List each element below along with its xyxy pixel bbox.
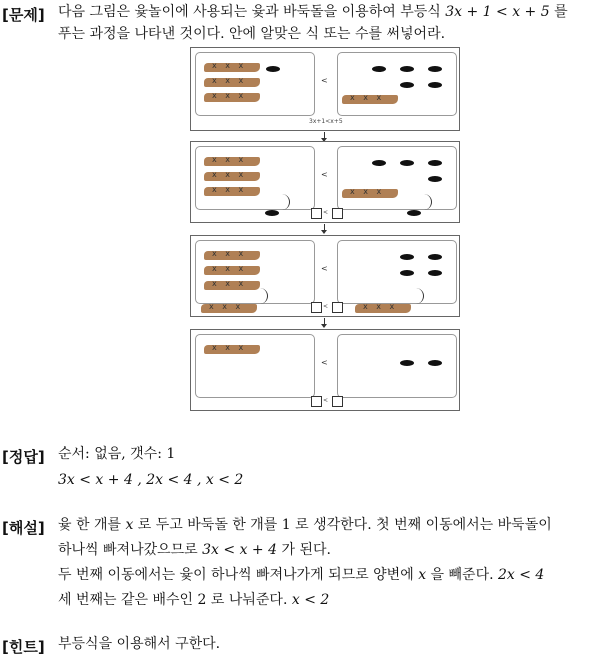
balance-step: [190, 47, 460, 131]
right-pan: [337, 334, 457, 398]
right-pan: [337, 146, 457, 210]
right-pan: [337, 52, 457, 116]
go-stone: [266, 66, 280, 72]
balance-step: [190, 329, 460, 411]
answer-box-left[interactable]: [311, 396, 322, 407]
answer-box-left[interactable]: [311, 208, 322, 219]
less-than-sign: <: [321, 358, 328, 367]
go-stone: [428, 270, 442, 276]
answer-box-right[interactable]: [332, 302, 343, 313]
problem-line-1: 다음 그림은 윷놀이에 사용되는 윷과 바둑돌을 이용하여 부등식 3x + 1 < x + 5 를: [58, 4, 568, 20]
stick-marks: x x x: [212, 155, 247, 164]
yut-stick: [355, 304, 411, 313]
answer-line-1: 순서: 없음, 갯수: 1: [58, 446, 176, 462]
stick-marks: x x x: [212, 185, 247, 194]
answer-less-than: <: [323, 209, 329, 216]
left-pan: [195, 146, 315, 210]
stick-marks: x x x: [212, 76, 247, 85]
less-than-sign: <: [321, 170, 328, 179]
stick-marks: x x x: [212, 264, 247, 273]
stick-marks: x x x: [212, 61, 247, 70]
go-stone: [400, 254, 414, 260]
go-stone: [400, 270, 414, 276]
go-stone: [265, 210, 279, 216]
go-stone: [400, 360, 414, 366]
go-stone: [372, 160, 386, 166]
down-arrow: [324, 224, 325, 232]
yut-stick: [204, 251, 260, 260]
yut-stick: [204, 187, 260, 196]
left-pan: [195, 52, 315, 116]
problem-line-2: 푸는 과정을 나타낸 것이다. 안에 알맞은 식 또는 수를 써넣어라.: [58, 26, 446, 42]
hint-text: 부등식을 이용해서 구한다.: [58, 636, 221, 652]
problem-tag: [문제]: [2, 6, 45, 24]
go-stone: [400, 82, 414, 88]
explanation-tag: [해설]: [2, 519, 45, 537]
stick-marks: x x x: [212, 279, 247, 288]
problem-inequality: 3x + 1 < x + 5: [445, 4, 550, 20]
explanation-line-3: 두 번째 이동에서는 윷이 하나씩 빠져나가게 되므로 양변에 x 을 빼준다. 2x < 4: [58, 567, 545, 583]
answer-less-than: <: [323, 303, 329, 310]
stick-marks: x x x: [363, 302, 398, 311]
left-pan: [195, 334, 315, 398]
go-stone: [428, 160, 442, 166]
yut-stick: [204, 63, 260, 72]
less-than-sign: <: [321, 76, 328, 85]
balance-step: [190, 235, 460, 317]
less-than-sign: <: [321, 264, 328, 273]
stick-marks: x x x: [212, 170, 247, 179]
right-pan: [337, 240, 457, 304]
answer-tag: [정답]: [2, 448, 45, 466]
explanation-line-4: 세 번째는 같은 배수인 2 로 나눠준다. x < 2: [58, 592, 330, 608]
yut-stick: [204, 157, 260, 166]
yut-stick: [201, 304, 257, 313]
go-stone: [428, 254, 442, 260]
stick-marks: x x x: [212, 343, 247, 352]
balance-step: [190, 141, 460, 223]
answer-less-than: <: [323, 397, 329, 404]
down-arrow: [324, 132, 325, 140]
explanation-line-2: 하나씩 빠져나갔으므로 3x < x + 4 가 된다.: [58, 542, 331, 558]
go-stone: [407, 210, 421, 216]
stick-marks: x x x: [212, 249, 247, 258]
yut-stick: [204, 172, 260, 181]
answer-box-right[interactable]: [332, 208, 343, 219]
yut-stick: [204, 93, 260, 102]
yut-stick: [342, 95, 398, 104]
go-stone: [428, 82, 442, 88]
yut-stick: [204, 78, 260, 87]
yut-stick: [204, 345, 260, 354]
stick-marks: x x x: [212, 91, 247, 100]
stick-marks: x x x: [350, 93, 385, 102]
stick-marks: x x x: [350, 187, 385, 196]
go-stone: [428, 360, 442, 366]
step-inequality-label: 3x+1<x+5: [309, 118, 343, 125]
explanation-line-1: 윷 한 개를 x 로 두고 바둑돌 한 개를 1 로 생각한다. 첫 번째 이동에서는 바둑돌이: [58, 517, 552, 533]
go-stone: [372, 66, 386, 72]
hint-tag: [힌트]: [2, 638, 45, 656]
answer-line-2: 3x < x + 4 , 2x < 4 , x < 2: [58, 472, 244, 488]
yut-stick: [204, 281, 260, 290]
balance-figure: [186, 43, 462, 411]
go-stone: [428, 66, 442, 72]
down-arrow: [324, 318, 325, 326]
go-stone: [400, 160, 414, 166]
yut-stick: [342, 189, 398, 198]
stick-marks: x x x: [209, 302, 244, 311]
answer-box-right[interactable]: [332, 396, 343, 407]
answer-box-left[interactable]: [311, 302, 322, 313]
go-stone: [428, 176, 442, 182]
yut-stick: [204, 266, 260, 275]
go-stone: [400, 66, 414, 72]
